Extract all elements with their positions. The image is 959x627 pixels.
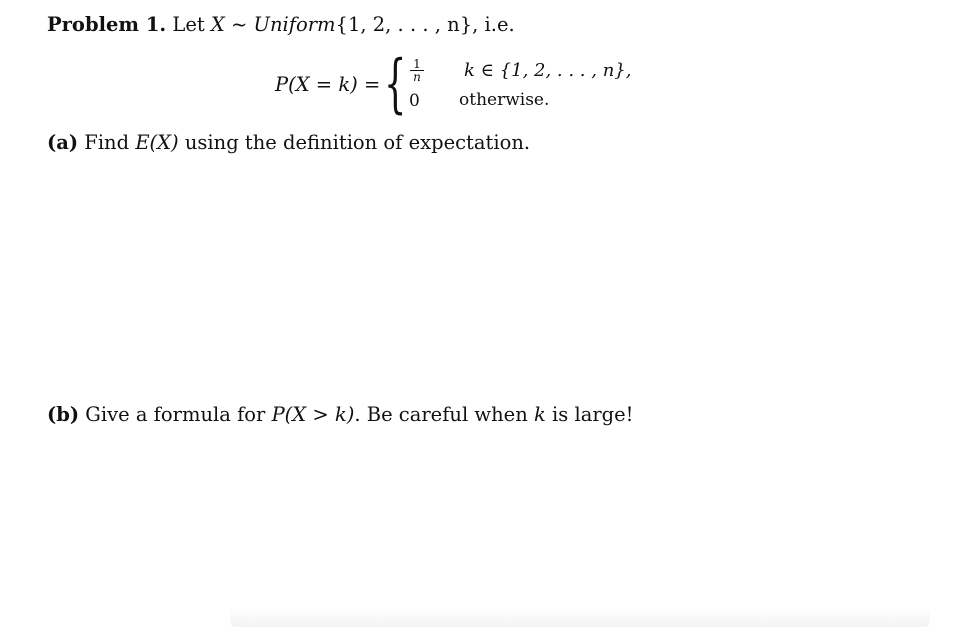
fraction-denominator: n [413,70,421,84]
part-b-text: Give a formula for [79,403,272,426]
tilde-symbol: ~ [224,13,254,36]
case2-value: 0 [409,91,420,111]
problem-statement [47,13,515,36]
part-a-text: Find [78,131,136,154]
tail-probability-expr: P(X > k) [271,403,355,426]
problem-intro: Let [172,13,205,36]
part-b-label: (b) [47,403,80,426]
part-b-text-mid: . Be careful when [354,403,534,426]
part-a [47,131,530,154]
formula-lhs: P(X = k) = [275,73,381,96]
case2-condition: otherwise. [459,90,550,110]
case1-condition: k ∈ {1, 2, . . . , n}, [464,60,632,81]
problem-label: Problem 1. [47,13,167,36]
part-b [47,403,634,426]
case1-fraction [410,58,424,83]
expectation-expr: E(X) [135,131,179,154]
random-variable: X [210,13,225,36]
bottom-shadow [230,608,930,627]
part-a-label: (a) [47,131,79,154]
left-brace: { [384,47,407,121]
part-a-text-end: using the definition of expectation. [178,131,531,154]
support-set: {1, 2, . . . , n} [335,13,473,36]
fraction-numerator: 1 [410,58,424,71]
k-variable: k [533,403,546,426]
distribution-name: Uniform [253,13,336,36]
ie-text: , i.e. [472,13,515,36]
part-b-text-end: is large! [545,403,634,426]
